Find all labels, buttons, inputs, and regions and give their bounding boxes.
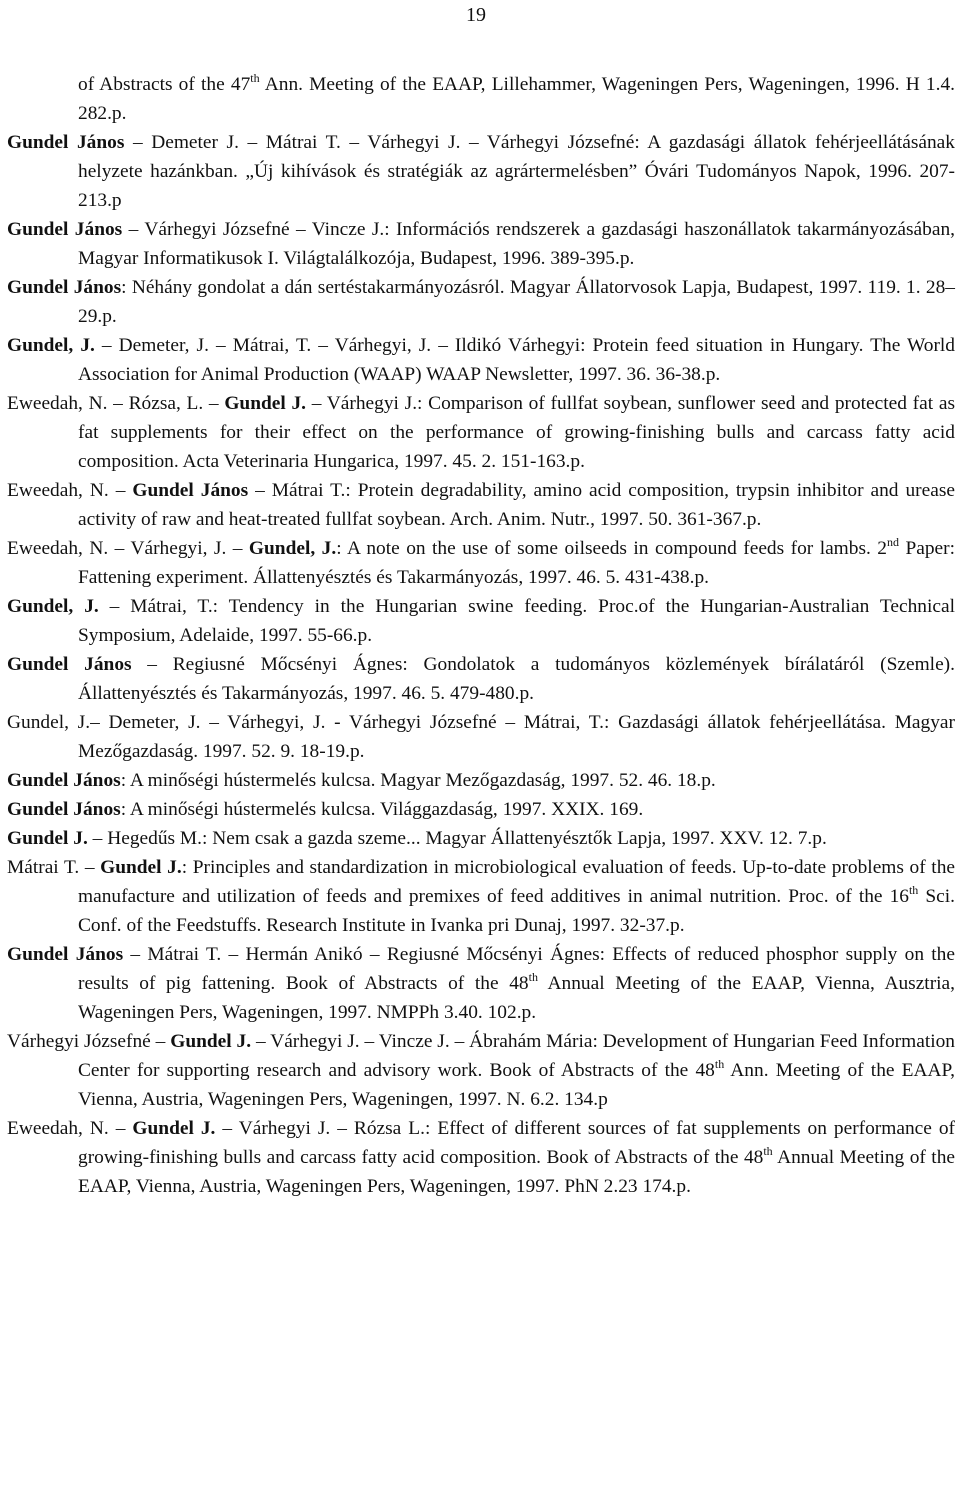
entry-text: Eweedah, N. –	[7, 1118, 133, 1139]
superscript-ordinal: th	[714, 1057, 725, 1071]
bibliography-list	[7, 70, 955, 1201]
author-highlight: Gundel J.	[224, 393, 307, 414]
author-highlight: Gundel János	[7, 277, 122, 298]
entry-text: Annual Meeting of the EAAP, Vienna, Ausztria, Wageningen Pers, Wageningen, 1997. NMPPh 3.40. 102.p.	[78, 973, 955, 1023]
entry-text: Ann. Meeting of the EAAP, Lillehammer, Wageningen Pers, Wageningen, 1996. H 1.4. 282.p.	[78, 74, 955, 124]
bibliography-entry	[7, 128, 955, 215]
entry-text: : Principles and standardization in microbiological evaluation of feeds. Up-to-date problems of the manufacture and utilization of feeds and premixes of feed additives in animal nutrition. Proc. of the 16	[78, 857, 955, 907]
author-highlight: Gundel J.	[7, 828, 88, 849]
bibliography-entry	[7, 215, 955, 273]
entry-text: Paper: Fattening experiment. Állattenyésztés és Takarmányozás, 1997. 46. 5. 431-438.p.	[78, 538, 956, 588]
author-highlight: Gundel János	[7, 799, 121, 820]
author-highlight: Gundel János	[132, 480, 249, 501]
entry-text: – Regiusné Mőcsényi Ágnes: Gondolatok a tudományos közlemények bírálatáról (Szemle). Állattenyésztés és Takarmányozás, 1997. 46. 5. 479-480.p.	[78, 654, 955, 704]
bibliography-entry	[7, 708, 955, 766]
bibliography-entry	[7, 331, 955, 389]
bibliography-entry	[7, 70, 955, 128]
entry-text: – Mátrai T.: Protein degradability, amino acid composition, trypsin inhibitor and urease activity of raw and heat-treated fullfat soybean. Arch. Anim. Nutr., 1997. 50. 361-367.p.	[78, 480, 955, 530]
bibliography-entry	[7, 853, 955, 940]
bibliography-entry	[7, 273, 955, 331]
author-highlight: Gundel J.	[100, 857, 182, 878]
superscript-ordinal: th	[763, 1144, 773, 1158]
entry-text: Eweedah, N. – Várhegyi, J. –	[7, 538, 249, 559]
entry-text: – Hegedűs M.: Nem csak a gazda szeme... Magyar Állattenyésztők Lapja, 1997. XXV. 12. 7.p.	[87, 828, 827, 849]
author-highlight: Gundel János	[7, 770, 121, 791]
superscript-ordinal: th	[528, 970, 538, 984]
entry-text: : A minőségi hústermelés kulcsa. Magyar Mezőgazdaság, 1997. 52. 46. 18.p.	[120, 770, 716, 791]
entry-text: – Várhegyi Józsefné – Vincze J.: Információs rendszerek a gazdasági haszonállatok takarmányozásában, Magyar Informatikusok I. Világtalálkozója, Budapest, 1996. 389-395.p.	[78, 219, 955, 269]
author-highlight: Gundel János	[7, 944, 124, 965]
bibliography-entry	[7, 389, 955, 476]
bibliography-entry	[7, 940, 955, 1027]
author-highlight: Gundel, J.	[7, 335, 95, 356]
bibliography-entry	[7, 476, 955, 534]
entry-text: – Demeter J. – Mátrai T. – Várhegyi J. – Várhegyi Józsefné: A gazdasági állatok fehérjeellátásának helyzete hazánkban. „Új kihívások és stratégiák az agrártermelésben” Óvári Tudományos Napok, 1996. 207-213.p	[78, 132, 955, 211]
bibliography-entry	[7, 795, 955, 824]
bibliography-entry	[7, 1114, 955, 1201]
entry-text: Várhegyi Józsefné –	[7, 1031, 171, 1052]
author-highlight: Gundel, J.	[248, 538, 337, 559]
author-highlight: Gundel J.	[170, 1031, 252, 1052]
entry-text: Gundel, J.– Demeter, J. – Várhegyi, J. - Várhegyi Józsefné – Mátrai, T.: Gazdasági állatok fehérjeellátása. Magyar Mezőgazdaság. 1997. 52. 9. 18-19.p.	[7, 712, 955, 762]
bibliography-entry	[7, 650, 955, 708]
entry-text: – Mátrai, T.: Tendency in the Hungarian swine feeding. Proc.of the Hungarian-Australian Technical Symposium, Adelaide, 1997. 55-66.p.	[78, 596, 955, 646]
entry-text: – Mátrai T. – Hermán Anikó – Regiusné Mőcsényi Ágnes: Effects of reduced phosphor supply on the results of pig fattening. Book of Abstracts of the 48	[78, 944, 955, 994]
bibliography-entry	[7, 766, 955, 795]
bibliography-entry	[7, 592, 955, 650]
author-highlight: Gundel János	[7, 654, 132, 675]
author-highlight: Gundel János	[7, 219, 123, 240]
entry-text: – Várhegyi J. – Rózsa L.: Effect of different sources of fat supplements on performance of growing-finishing bulls and carcass fatty acid composition. Book of Abstracts of the 48	[78, 1118, 955, 1168]
entry-text: Eweedah, N. – Rózsa, L. –	[7, 393, 225, 414]
author-highlight: Gundel, J.	[7, 596, 99, 617]
entry-text: Annual Meeting of the EAAP, Vienna, Austria, Wageningen Pers, Wageningen, 1997. PhN 2.23 174.p.	[78, 1147, 955, 1197]
entry-text: : A note on the use of some oilseeds in compound feeds for lambs. 2	[336, 538, 888, 559]
superscript-ordinal: th	[908, 883, 919, 897]
entry-text: of Abstracts of the 47	[78, 74, 251, 95]
page-number: 19	[466, 4, 486, 26]
bibliography-entry	[7, 1027, 955, 1114]
bibliography-entry	[7, 534, 955, 592]
superscript-ordinal: th	[250, 71, 260, 85]
author-highlight: Gundel János	[7, 132, 125, 153]
entry-text: – Demeter, J. – Mátrai, T. – Várhegyi, J. – Ildikó Várhegyi: Protein feed situation in Hungary. The World Association for Animal Production (WAAP) WAAP Newsletter, 1997. 36. 36-38.p.	[78, 335, 955, 385]
bibliography-entry	[7, 824, 955, 853]
entry-text: Ann. Meeting of the EAAP, Vienna, Austria, Wageningen Pers, Wageningen, 1997. N. 6.2. 134.p	[78, 1060, 955, 1110]
entry-text: Mátrai T. –	[7, 857, 101, 878]
entry-text: : Néhány gondolat a dán sertéstakarmányozásról. Magyar Állatorvosok Lapja, Budapest, 1997. 119. 1. 28–29.p.	[78, 277, 955, 327]
entry-text: Sci. Conf. of the Feedstuffs. Research Institute in Ivanka pri Dunaj, 1997. 32-37.p.	[78, 886, 955, 936]
author-highlight: Gundel J.	[132, 1118, 216, 1139]
entry-text: – Várhegyi J.: Comparison of fullfat soybean, sunflower seed and protected fat as fat supplements for their effect on the performance of growing-finishing bulls and carcass fatty acid composition. Acta Veterinaria Hungarica, 1997. 45. 2. 151-163.p.	[78, 393, 955, 472]
entry-text: : A minőségi hústermelés kulcsa. Világgazdaság, 1997. XXIX. 169.	[120, 799, 644, 820]
entry-text: – Várhegyi J. – Vincze J. – Ábrahám Mária: Development of Hungarian Feed Information Center for supporting research and advisory work. Book of Abstracts of the 48	[78, 1031, 955, 1081]
superscript-ordinal: nd	[887, 535, 900, 549]
entry-text: Eweedah, N. –	[7, 480, 133, 501]
